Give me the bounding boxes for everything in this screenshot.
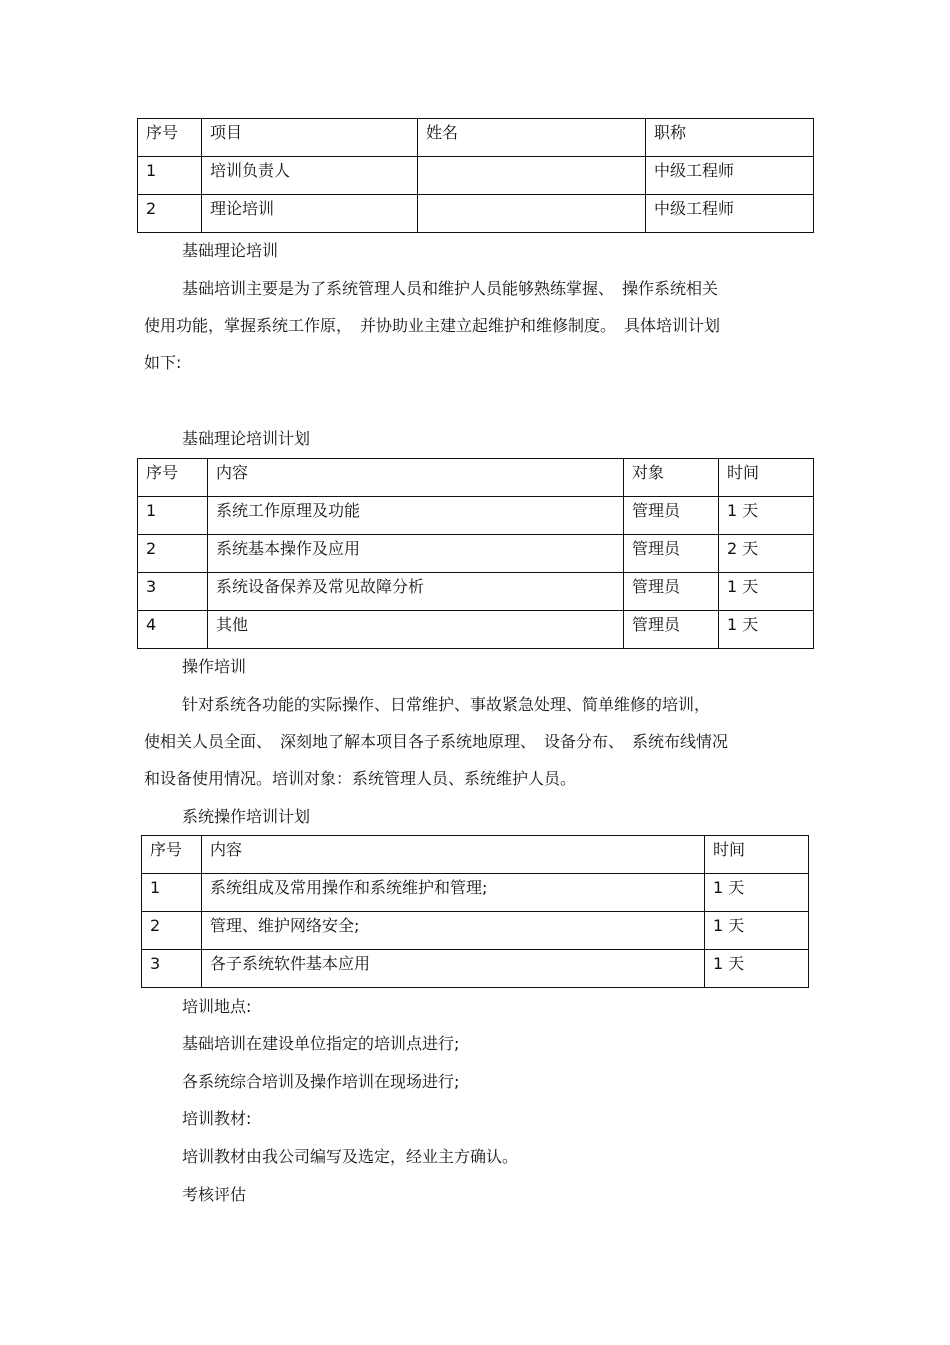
- paragraph-line: 基础培训在建设单位指定的培训点进行;: [182, 1034, 460, 1053]
- paragraph-line: 针对系统各功能的实际操作、日常维护、事故紧急处理、简单维修的培训，: [182, 695, 711, 714]
- header-cell: 姓名: [418, 119, 646, 157]
- table-row: [138, 573, 814, 611]
- paragraph-line: 和设备使用情况。培训对象：系统管理人员、系统维护人员。: [144, 769, 577, 788]
- table-cell: 3: [142, 950, 202, 988]
- table-cell: 系统组成及常用操作和系统维护和管理;: [202, 874, 705, 912]
- table-cell: 管理、维护网络安全;: [202, 912, 705, 950]
- assessment-heading: 考核评估: [182, 1185, 247, 1204]
- table-cell: 2: [142, 912, 202, 950]
- table-cell: [418, 157, 646, 195]
- header-cell: 内容: [208, 459, 624, 497]
- table-row: [138, 497, 814, 535]
- table-cell: 系统设备保养及常见故障分析: [208, 573, 624, 611]
- table-cell: 2 天: [719, 535, 814, 573]
- section-heading: 操作培训: [182, 657, 247, 676]
- table-cell: 1: [138, 157, 202, 195]
- table-cell: 各子系统软件基本应用: [202, 950, 705, 988]
- table-row: [138, 157, 814, 195]
- table-caption: 基础理论培训计划: [182, 429, 311, 448]
- table-cell: 管理员: [624, 611, 719, 649]
- paragraph-line: 基础培训主要是为了系统管理人员和维护人员能够熟练掌握、 操作系统相关: [182, 279, 719, 298]
- table-cell: 1: [138, 497, 208, 535]
- header-cell: 序号: [138, 459, 208, 497]
- table-cell: 1: [142, 874, 202, 912]
- table-cell: 中级工程师: [646, 195, 814, 233]
- table-caption: 系统操作培训计划: [182, 807, 311, 826]
- header-cell: 项目: [202, 119, 418, 157]
- header-cell: 对象: [624, 459, 719, 497]
- table-cell: 2: [138, 195, 202, 233]
- table-row: [138, 195, 814, 233]
- table-header-row: [142, 836, 809, 874]
- table-row: [142, 874, 809, 912]
- table-cell: 中级工程师: [646, 157, 814, 195]
- header-cell: 序号: [138, 119, 202, 157]
- table-cell: 管理员: [624, 535, 719, 573]
- operation-training-table: [141, 835, 809, 988]
- table-cell: 理论培训: [202, 195, 418, 233]
- table-cell: 3: [138, 573, 208, 611]
- staff-table: [137, 118, 814, 233]
- header-cell: 内容: [202, 836, 705, 874]
- table-header-row: [138, 459, 814, 497]
- training-location-heading: 培训地点:: [182, 997, 252, 1016]
- table-row: [142, 950, 809, 988]
- header-cell: 时间: [719, 459, 814, 497]
- paragraph-line: 各系统综合培训及操作培训在现场进行;: [182, 1072, 460, 1091]
- table-cell: 其他: [208, 611, 624, 649]
- training-materials-heading: 培训教材:: [182, 1109, 252, 1128]
- paragraph-line: 培训教材由我公司编写及选定，经业主方确认。: [182, 1147, 519, 1166]
- section-heading: 基础理论培训: [182, 241, 279, 260]
- header-cell: 职称: [646, 119, 814, 157]
- table-cell: 1 天: [705, 874, 809, 912]
- table-cell: 管理员: [624, 573, 719, 611]
- table-row: [138, 611, 814, 649]
- table-cell: 培训负责人: [202, 157, 418, 195]
- table-cell: 1 天: [719, 497, 814, 535]
- table-cell: [418, 195, 646, 233]
- table-header-row: [138, 119, 814, 157]
- table-cell: 1 天: [705, 912, 809, 950]
- table-cell: 1 天: [719, 611, 814, 649]
- table-row: [138, 535, 814, 573]
- table-cell: 4: [138, 611, 208, 649]
- table-cell: 管理员: [624, 497, 719, 535]
- table-cell: 2: [138, 535, 208, 573]
- theory-training-table: [137, 458, 814, 649]
- paragraph-line: 使用功能，掌握系统工作原， 并协助业主建立起维护和维修制度。 具体培训计划: [144, 316, 721, 335]
- paragraph-line: 使相关人员全面、 深刻地了解本项目各子系统地原理、 设备分布、 系统布线情况: [144, 732, 729, 751]
- table-row: [142, 912, 809, 950]
- header-cell: 时间: [705, 836, 809, 874]
- table-cell: 系统工作原理及功能: [208, 497, 624, 535]
- table-cell: 系统基本操作及应用: [208, 535, 624, 573]
- table-cell: 1 天: [705, 950, 809, 988]
- paragraph-line: 如下:: [144, 353, 182, 372]
- table-cell: 1 天: [719, 573, 814, 611]
- header-cell: 序号: [142, 836, 202, 874]
